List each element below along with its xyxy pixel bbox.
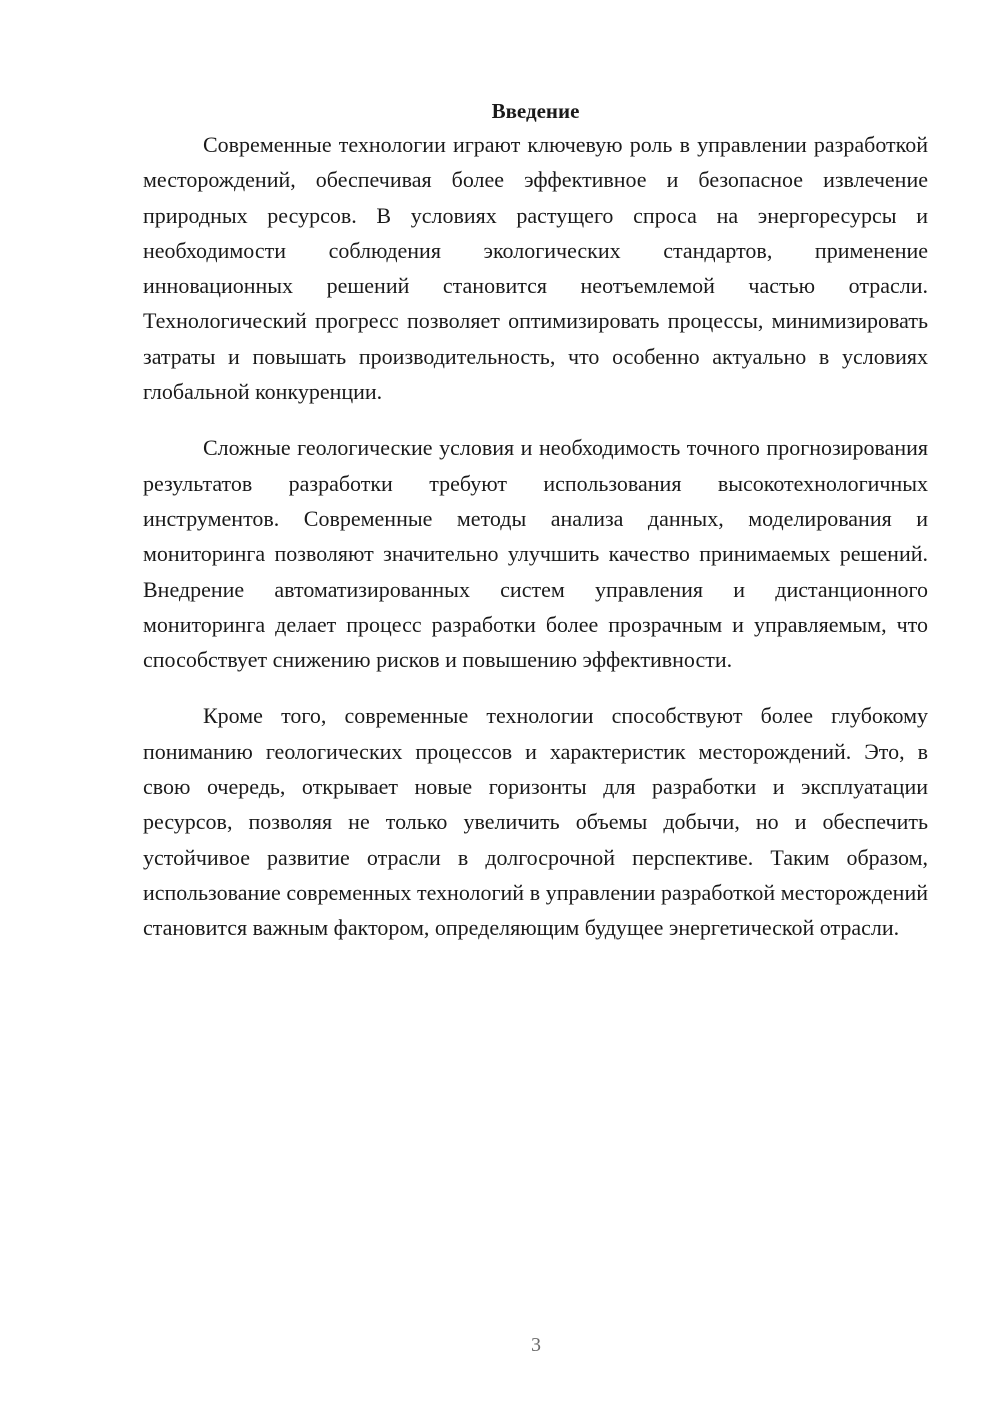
section-heading: Введение: [491, 99, 580, 123]
paragraph-2: Сложные геологические условия и необходимость точного прогнозирования результатов разработки требуют использования высокотехнологичных инструментов. Современные методы анализа данных, моделирования и мониторинга позволяют значительно улучшить качество принимаемых решений. Внедрение автоматизированных систем управления и дистанционного мониторинга делает процесс разработки более прозрачным и управляемым, что способствует снижению рисков и повышению эффективности.: [143, 435, 928, 673]
page-content: [143, 96, 928, 967]
paragraph-1: Современные технологии играют ключевую роль в управлении разработкой месторождений, обеспечивая более эффективное и безопасное извлечение природных ресурсов. В условиях растущего спроса на энергоресурсы и необходимости соблюдения экологических стандартов, применение инновационных решений становится неотъемлемой частью отрасли. Технологический прогресс позволяет оптимизировать процессы, минимизировать затраты и повышать производительность, что особенно актуально в условиях глобальной конкуренции.: [143, 132, 928, 405]
page-number: 3: [531, 1334, 541, 1356]
paragraph-3: Кроме того, современные технологии способствуют более глубокому пониманию геологических процессов и характеристик месторождений. Это, в свою очередь, открывает новые горизонты для разработки и эксплуатации ресурсов, позволяя не только увеличить объемы добычи, но и обеспечить устойчивое развитие отрасли в долгосрочной перспективе. Таким образом, использование современных технологий в управлении разработкой месторождений становится важным фактором, определяющим будущее энергетической отрасли.: [143, 703, 928, 941]
